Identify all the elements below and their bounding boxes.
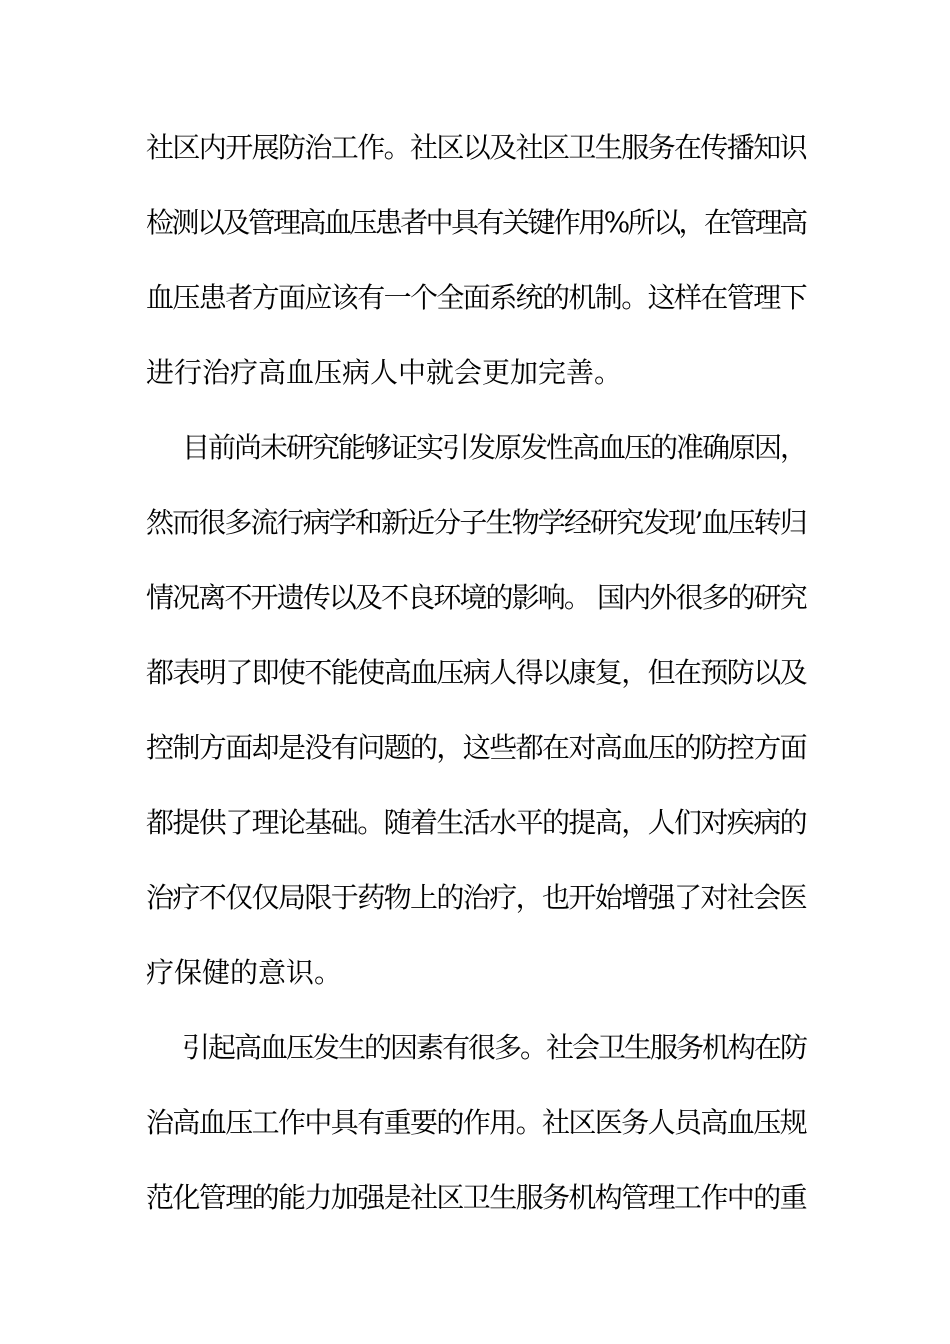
text-line: 范化管理的能力加强是社区卫生服务机构管理工作中的重 — [146, 1181, 807, 1214]
text-line: 目前尚未研究能够证实引发原发性高血压的准确原因， — [182, 431, 807, 464]
text-line: 控制方面却是没有问题的，这些都在对高血压的防控方面 — [146, 731, 807, 764]
text-line: 血压患者方面应该有一个全面系统的机制。这样在管理下 — [146, 281, 807, 314]
text-line: 情况离不开遗传以及不良环境的影响。 国内外很多的研究 — [146, 581, 806, 614]
text-line: 进行治疗高血压病人中就会更加完善。 — [146, 356, 623, 389]
text-line: 社区内开展防治工作。社区以及社区卫生服务在传播知识 — [146, 131, 807, 164]
text-line: 治高血压工作中具有重要的作用。社区医务人员高血压规 — [146, 1106, 807, 1139]
text-line: 都表明了即使不能使高血压病人得以康复，但在预防以及 — [146, 656, 807, 689]
text-line: 检测以及管理高血压患者中具有关键作用%所以，在管理高 — [146, 206, 806, 239]
text-line: 都提供了理论基础。随着生活水平的提高，人们对疾病的 — [146, 806, 807, 839]
text-line: 治疗不仅仅局限于药物上的治疗，也开始增强了对社会医 — [146, 881, 807, 914]
text-line: 然而很多流行病学和新近分子生物学经研究发现’血压转归 — [146, 506, 806, 539]
text-line: 引起高血压发生的因素有很多。社会卫生服务机构在防 — [182, 1031, 807, 1064]
text-line: 疗保健的意识。 — [146, 956, 343, 989]
